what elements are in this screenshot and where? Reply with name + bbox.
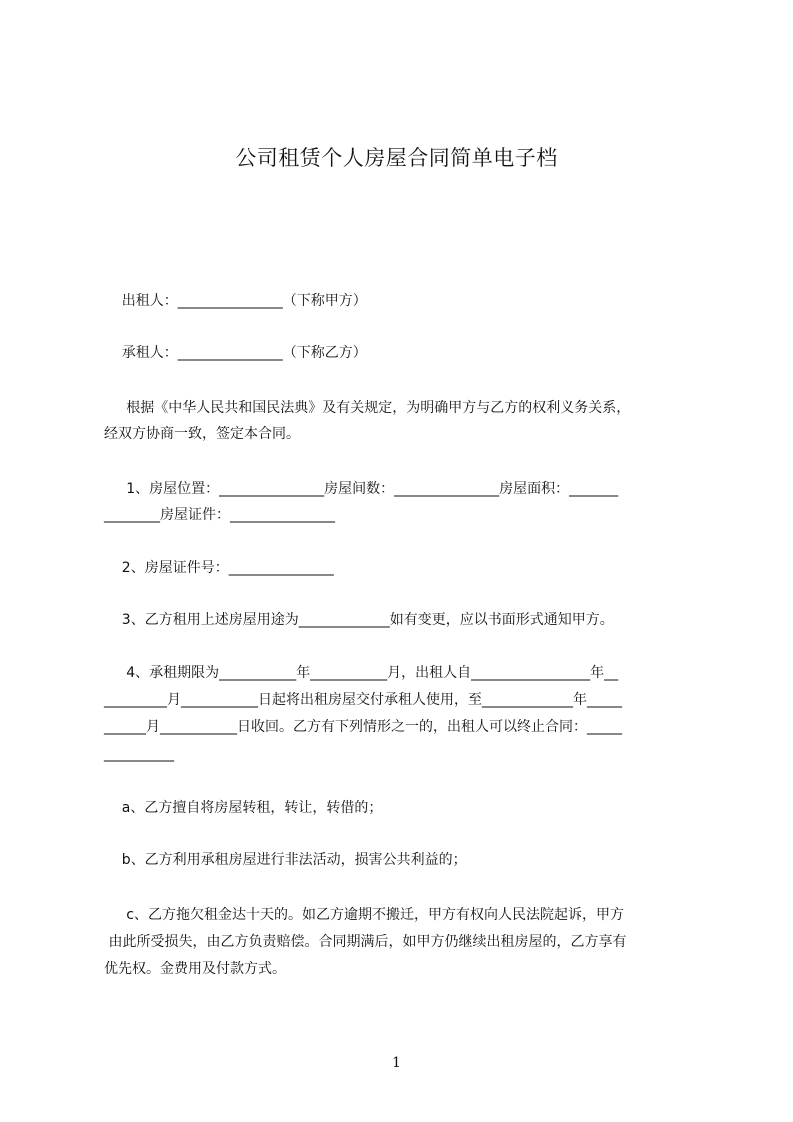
item-c-line-1: c、乙方拖欠租金达十天的。如乙方逾期不搬迁，甲方有权向人民法院起诉，甲方: [104, 907, 624, 923]
intro-line-2: 经双方协商一致，签定本合同。: [104, 426, 300, 442]
clause-4-line-1: 4、承租期限为___________年___________月，出租人自_________________年__: [104, 665, 619, 681]
clause-1-line-2: ________房屋证件：_______________: [104, 507, 335, 523]
lessee-line: 承租人：_______________（下称乙方）: [104, 345, 367, 361]
clause-4-line-3: ______月___________日收回。乙方有下列情形之一的，出租人可以终止合同：_____: [104, 719, 622, 735]
item-c-line-2: 由此所受损失，由乙方负责赔偿。合同期满后，如甲方仍继续出租房屋的，乙方享有: [104, 934, 627, 950]
lessor-line: 出租人：_______________（下称甲方）: [104, 293, 367, 309]
page-number: 1: [392, 1055, 401, 1071]
clause-4-line-4: __________: [104, 746, 174, 762]
clause-2-line: 2、房屋证件号：_______________: [104, 560, 334, 576]
item-a-line: a、乙方擅自将房屋转租，转让，转借的；: [104, 800, 383, 816]
intro-line-1: 根据《中华人民共和国民法典》及有关规定，为明确甲方与乙方的权利义务关系，: [104, 400, 631, 416]
item-b-line: b、乙方利用承租房屋进行非法活动，损害公共利益的；: [104, 852, 467, 868]
clause-4-line-2: _________月___________日起将出租房屋交付承租人使用，至_____________年_____: [104, 692, 622, 708]
clause-1-line-1: 1、房屋位置：_______________房屋间数：_______________房屋面积：_______: [104, 481, 619, 497]
clause-3-line: 3、乙方租用上述房屋用途为_____________如有变更，应以书面形式通知甲方。: [104, 612, 614, 628]
item-c-line-3: 优先权。金费用及付款方式。: [104, 961, 286, 977]
document-title: 公司租赁个人房屋合同简单电子档: [235, 146, 558, 170]
